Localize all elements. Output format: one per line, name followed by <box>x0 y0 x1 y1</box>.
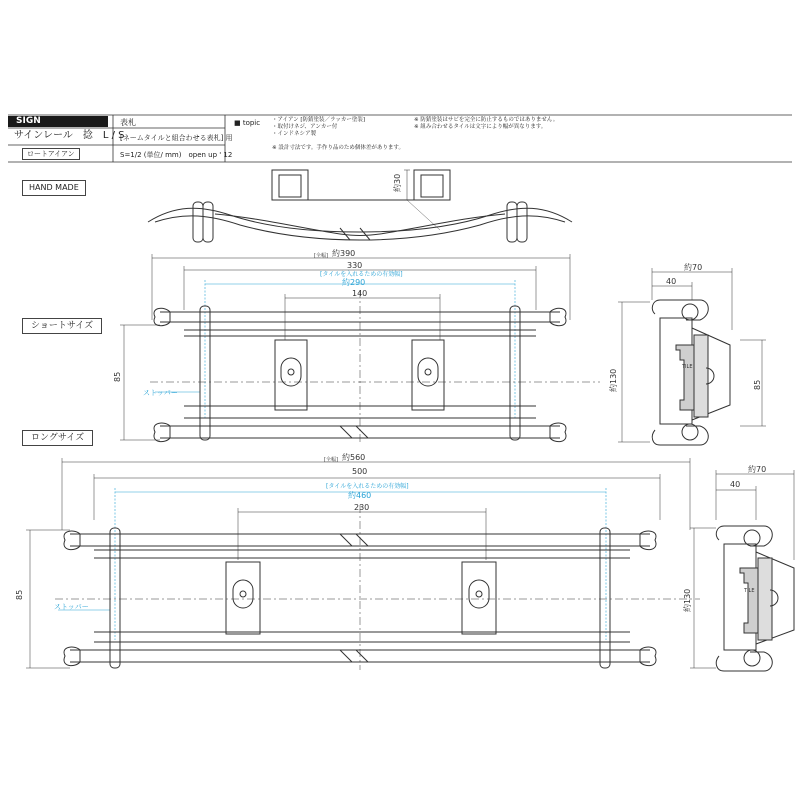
short-side-depth-dim: 約70 <box>684 263 703 272</box>
long-size-label: ロングサイズ <box>22 430 93 446</box>
category-label: 表札 <box>120 118 136 127</box>
long-side-drawing <box>716 526 794 671</box>
long-mount-dim: 230 <box>354 503 370 512</box>
short-tile-label: TILE <box>682 364 693 370</box>
material-tag: ロートアイアン <box>22 148 80 160</box>
product-name: サインレール 捻 L / S <box>14 130 125 141</box>
short-size-label: ショートサイズ <box>22 318 102 334</box>
short-side-tile-dim: 85 <box>753 379 762 390</box>
sign-label: SIGN <box>8 116 108 127</box>
long-tile-label: TILE <box>744 588 755 594</box>
long-overall-label: [全幅] <box>324 457 338 463</box>
hand-made-tag: HAND MADE <box>22 180 86 196</box>
scale-label: S=1/2 (単位/ mm) open up ' 12 <box>120 151 233 159</box>
long-front-blue <box>58 488 606 640</box>
topic-line-2: ・取付けネジ、アンカー付 <box>272 124 338 130</box>
long-side-offset-dim: 40 <box>730 480 741 489</box>
long-height-dim: 85 <box>15 589 24 600</box>
long-rail-dim: 500 <box>352 467 368 476</box>
short-effective-label: [タイルを入れるための有効幅] <box>320 271 403 278</box>
short-front-rail <box>150 290 600 445</box>
long-front-rail <box>55 505 700 670</box>
top-depth-dim: 約30 <box>393 173 402 192</box>
long-effective-dim: 約460 <box>348 491 372 500</box>
usage-label: [ネームタイルと組合わせる表札] 用 <box>120 134 233 142</box>
topic-line-1: ・アイアン [防錆塗装／ラッカー塗装] <box>272 117 366 123</box>
topic-note: ※ 設計寸法です。手作り品のため個体差があります。 <box>272 145 404 151</box>
long-side-height-dim: 約130 <box>683 588 692 612</box>
short-side-height-dim: 約130 <box>609 368 618 392</box>
header-frame <box>8 115 792 162</box>
short-stopper-label: ストッパー <box>143 389 178 397</box>
short-rail-dim: 330 <box>347 261 363 270</box>
top-view <box>148 170 572 242</box>
short-side-drawing <box>652 300 730 445</box>
short-overall-dim: 約390 <box>332 249 356 258</box>
long-stopper-label: ストッパー <box>54 603 89 611</box>
short-front-blue <box>155 280 515 420</box>
long-effective-label: [タイルを入れるための有効幅] <box>326 483 409 490</box>
note-2: ※ 組み合わせるタイルは文字により幅が異なります。 <box>414 124 547 130</box>
long-side-depth-dim: 約70 <box>748 465 767 474</box>
topic-label: ■ topic <box>234 119 261 127</box>
short-overall-label: [全幅] <box>314 253 328 259</box>
short-effective-dim: 約290 <box>342 278 366 287</box>
short-mount-dim: 140 <box>352 289 368 298</box>
note-1: ※ 防錆塗装はサビを完全に防止するものではありません。 <box>414 117 559 123</box>
topic-line-3: ・インドネシア製 <box>272 131 316 137</box>
short-side-offset-dim: 40 <box>666 277 677 286</box>
short-height-dim: 85 <box>113 371 122 382</box>
long-overall-dim: 約560 <box>342 453 366 462</box>
